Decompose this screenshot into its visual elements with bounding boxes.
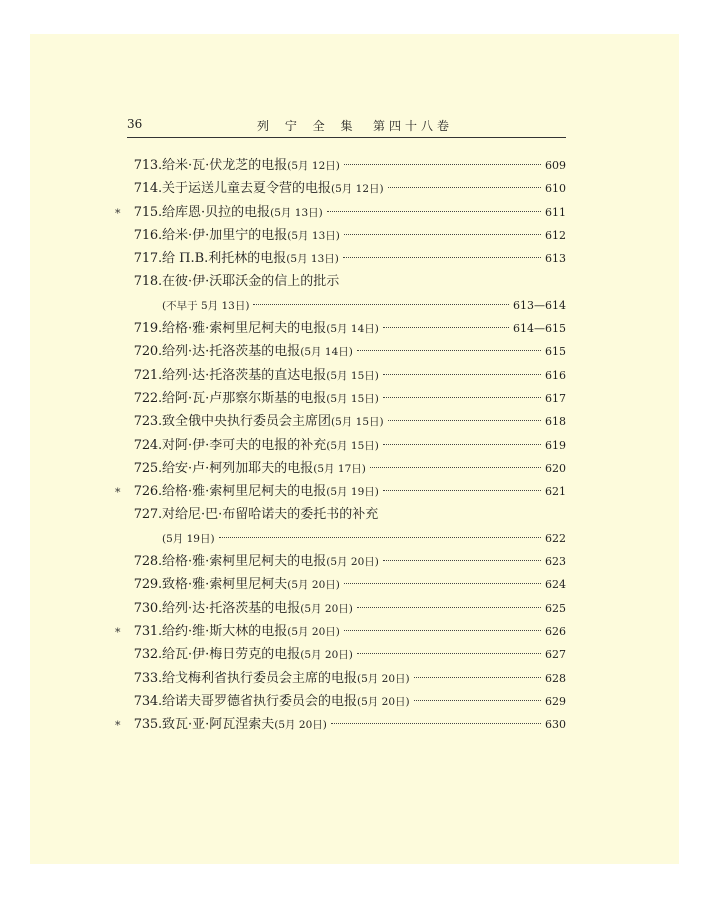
entry-date: ( 5月 20日 ) — [300, 644, 353, 667]
entry-date: ( 5月 19日 ) — [326, 481, 379, 504]
entry-page: 629 — [545, 694, 566, 708]
entry-number: 723 — [133, 414, 158, 430]
toc-entry: 732 . 给瓦·伊·梅日劳克的电报 ( 5月 20日 ) 627 — [127, 643, 566, 666]
dot-leader — [383, 490, 541, 491]
entry-title: 给列·达·托洛茨基的电报 — [162, 344, 301, 360]
entry-date: ( 5月 19日 ) — [162, 528, 215, 551]
entry-date: ( 5月 20日 ) — [287, 574, 340, 597]
entry-title: 给瓦·伊·梅日劳克的电报 — [162, 647, 301, 663]
toc-entry: 725 . 给安·卢·柯列加耶夫的电报 ( 5月 17日 ) 620 — [127, 457, 566, 480]
entry-title: 给列·达·托洛茨基的电报 — [162, 600, 301, 616]
entry-number: 716 — [133, 227, 158, 243]
entry-title: 给阿·瓦·卢那察尔斯基的电报 — [162, 390, 327, 406]
dot-leader — [357, 350, 541, 351]
dot-leader — [343, 257, 541, 258]
entry-number: 727 — [133, 507, 158, 523]
entry-page: 611 — [545, 205, 566, 219]
toc-entry: 734 . 给诺夫哥罗德省执行委员会的电报 ( 5月 20日 ) 629 — [127, 690, 566, 713]
asterisk-mark: * — [115, 719, 121, 733]
toc-entry: 719 . 给格·雅·索柯里尼柯夫的电报 ( 5月 14日 ) 614—615 — [127, 317, 566, 340]
entry-number: 728 — [133, 554, 158, 570]
entry-date: ( 5月 20日 ) — [300, 598, 353, 621]
entry-page: 622 — [545, 531, 566, 545]
dot-leader — [383, 444, 541, 445]
entry-number: 721 — [133, 367, 158, 383]
entry-title: 给列·达·托洛茨基的直达电报 — [162, 367, 327, 383]
entry-page: 620 — [545, 461, 566, 475]
entry-date: ( 5月 13日 ) — [270, 202, 323, 225]
entry-page: 624 — [545, 578, 566, 592]
asterisk-mark: * — [115, 625, 121, 639]
dot-leader — [344, 234, 541, 235]
entry-page: 630 — [545, 718, 566, 732]
entry-page: 627 — [545, 648, 566, 662]
dot-leader — [357, 653, 541, 654]
entry-title: 给库恩·贝拉的电报 — [162, 204, 271, 220]
entry-title: 在彼·伊·沃耶沃金的信上的批示 — [162, 274, 340, 290]
dot-leader — [357, 607, 541, 608]
dot-leader — [388, 420, 541, 421]
toc-entry: * 715 . 给库恩·贝拉的电报 ( 5月 13日 ) 611 — [127, 201, 566, 224]
entry-title: 给格·雅·索柯里尼柯夫的电报 — [162, 484, 327, 500]
entry-date: ( 5月 15日 ) — [326, 388, 379, 411]
page-number: 36 — [127, 117, 143, 131]
entry-page: 626 — [545, 624, 566, 638]
entry-page: 613—614 — [513, 298, 566, 312]
dot-leader — [414, 700, 541, 701]
toc-entry: 716 . 给米·伊·加里宁的电报 ( 5月 13日 ) 612 — [127, 224, 566, 247]
entry-title: 给 П.В.利托林的电报 — [162, 251, 287, 267]
entry-date: ( 5月 12日 ) — [331, 178, 384, 201]
entry-number: 729 — [133, 577, 158, 593]
toc-entry: 717 . 给 П.В.利托林的电报 ( 5月 13日 ) 613 — [127, 247, 566, 270]
entry-date: ( 5月 20日 ) — [274, 714, 327, 737]
entry-title: 给格·雅·索柯里尼柯夫的电报 — [162, 321, 327, 337]
entry-date: ( 5月 20日 ) — [357, 668, 410, 691]
dot-leader — [331, 723, 541, 724]
entry-title: 对阿·伊·李可夫的电报的补充 — [162, 437, 327, 453]
toc-entry: * 735 . 致瓦·亚·阿瓦涅索夫 ( 5月 20日 ) 630 — [127, 713, 566, 736]
entry-number: 713 — [133, 158, 158, 173]
entry-date: ( 5月 20日 ) — [357, 691, 410, 714]
entry-title: 致瓦·亚·阿瓦涅索夫 — [162, 717, 275, 733]
dot-leader — [344, 630, 541, 631]
entry-number: 722 — [133, 390, 158, 406]
toc-entry: 713 . 给米·瓦·伏龙芝的电报 ( 5月 12日 ) 609 — [127, 154, 566, 177]
entry-page: 617 — [545, 391, 566, 405]
entry-date: ( 5月 20日 ) — [287, 621, 340, 644]
toc-entry: * 726 . 给格·雅·索柯里尼柯夫的电报 ( 5月 19日 ) 621 — [127, 480, 566, 503]
toc-entry: 722 . 给阿·瓦·卢那察尔斯基的电报 ( 5月 15日 ) 617 — [127, 387, 566, 410]
entry-page: 623 — [545, 555, 566, 569]
toc-entry: 714 . 关于运送儿童去夏令营的电报 ( 5月 12日 ) 610 — [127, 177, 566, 200]
entry-date: ( 5月 12日 ) — [287, 155, 340, 178]
entry-date: ( 5月 14日 ) — [326, 318, 379, 341]
dot-leader — [383, 560, 541, 561]
entry-number: 735 — [133, 717, 158, 733]
book-title: 列 宁 全 集 — [257, 119, 359, 133]
entry-page: 619 — [545, 438, 566, 452]
running-header — [127, 115, 566, 138]
entry-page: 610 — [545, 182, 566, 196]
entry-page: 616 — [545, 368, 566, 382]
entry-title: 给米·伊·加里宁的电报 — [162, 227, 288, 243]
dot-leader — [219, 537, 541, 538]
entry-date: ( 5月 17日 ) — [313, 458, 366, 481]
entry-number: 733 — [133, 670, 158, 686]
entry-date: ( 5月 14日 ) — [300, 341, 353, 364]
toc-entry: 730 . 给列·达·托洛茨基的电报 ( 5月 20日 ) 625 — [127, 597, 566, 620]
dot-leader — [344, 583, 541, 584]
asterisk-mark: * — [115, 486, 121, 500]
entry-title: 给约·维·斯大林的电报 — [162, 623, 288, 639]
toc-entry: 733 . 给戈梅利省执行委员会主席的电报 ( 5月 20日 ) 628 — [127, 667, 566, 690]
entry-title: 对给尼·巴·布留哈诺夫的委托书的补充 — [162, 507, 379, 523]
entry-title: 致全俄中央执行委员会主席团 — [162, 414, 332, 430]
dot-leader — [414, 677, 541, 678]
entry-title: 给诺夫哥罗德省执行委员会的电报 — [162, 693, 358, 709]
entry-number: 724 — [133, 437, 158, 453]
entry-title: 关于运送儿童去夏令营的电报 — [162, 181, 332, 197]
toc-entry: 723 . 致全俄中央执行委员会主席团 ( 5月 15日 ) 618 — [127, 410, 566, 433]
entry-page: 621 — [545, 485, 566, 499]
entry-date: ( 5月 15日 ) — [331, 411, 384, 434]
toc-entry: * 731 . 给约·维·斯大林的电报 ( 5月 20日 ) 626 — [127, 620, 566, 643]
dot-leader — [370, 467, 541, 468]
entry-number: 730 — [133, 600, 158, 616]
entry-number: 732 — [133, 647, 158, 663]
entry-number: 714 — [133, 181, 158, 197]
toc-entry: 728 . 给格·雅·索柯里尼柯夫的电报 ( 5月 20日 ) 623 — [127, 550, 566, 573]
entry-page: 609 — [545, 159, 566, 172]
toc-entry: 729 . 致格·雅·索柯里尼柯夫 ( 5月 20日 ) 624 — [127, 573, 566, 596]
entry-title: 给格·雅·索柯里尼柯夫的电报 — [162, 554, 327, 570]
entry-date: ( 不早于 5月 13日 ) — [162, 295, 249, 318]
entry-date: ( 5月 13日 ) — [286, 248, 339, 271]
dot-leader — [327, 211, 541, 212]
entry-page: 612 — [545, 228, 566, 242]
entry-number: 715 — [133, 204, 158, 220]
entry-page: 628 — [545, 671, 566, 685]
entry-number: 734 — [133, 693, 158, 709]
dot-leader — [388, 187, 541, 188]
entry-date: ( 5月 15日 ) — [326, 435, 379, 458]
entry-title: 给米·瓦·伏龙芝的电报 — [162, 158, 288, 173]
entry-page: 625 — [545, 601, 566, 615]
entry-title: 给安·卢·柯列加耶夫的电报 — [162, 460, 314, 476]
entry-date: ( 5月 15日 ) — [326, 365, 379, 388]
table-of-contents — [115, 154, 566, 736]
toc-entry: 724 . 对阿·伊·李可夫的电报的补充 ( 5月 15日 ) 619 — [127, 434, 566, 457]
dot-leader — [383, 397, 541, 398]
volume-label: 第四十八卷 — [373, 119, 454, 133]
entry-date: ( 5月 20日 ) — [326, 551, 379, 574]
asterisk-mark: * — [115, 206, 121, 220]
entry-number: 717 — [133, 251, 158, 267]
entry-number: 731 — [133, 623, 158, 639]
dot-leader — [344, 164, 541, 165]
entry-date: ( 5月 13日 ) — [287, 225, 340, 248]
entry-page: 613 — [545, 252, 566, 266]
entry-number: 718 — [133, 274, 158, 290]
entry-page: 618 — [545, 415, 566, 429]
dot-leader — [383, 327, 509, 328]
entry-title: 给戈梅利省执行委员会主席的电报 — [162, 670, 358, 686]
entry-number: 720 — [133, 344, 158, 360]
entry-number: 725 — [133, 460, 158, 476]
dot-leader — [253, 304, 509, 305]
entry-number: 719 — [133, 321, 158, 337]
toc-entry: 721 . 给列·达·托洛茨基的直达电报 ( 5月 15日 ) 616 — [127, 364, 566, 387]
toc-entry: 720 . 给列·达·托洛茨基的电报 ( 5月 14日 ) 615 — [127, 340, 566, 363]
toc-entry: 718 . 在彼·伊·沃耶沃金的信上的批示 ( 不早于 5月 13日 ) 613—614 — [127, 270, 566, 317]
entry-page: 615 — [545, 345, 566, 359]
entry-title: 致格·雅·索柯里尼柯夫 — [162, 577, 288, 593]
entry-number: 726 — [133, 484, 158, 500]
toc-entry: 727 . 对给尼·巴·布留哈诺夫的委托书的补充 ( 5月 19日 ) 622 — [127, 503, 566, 550]
dot-leader — [383, 374, 541, 375]
entry-page: 614—615 — [513, 322, 566, 336]
